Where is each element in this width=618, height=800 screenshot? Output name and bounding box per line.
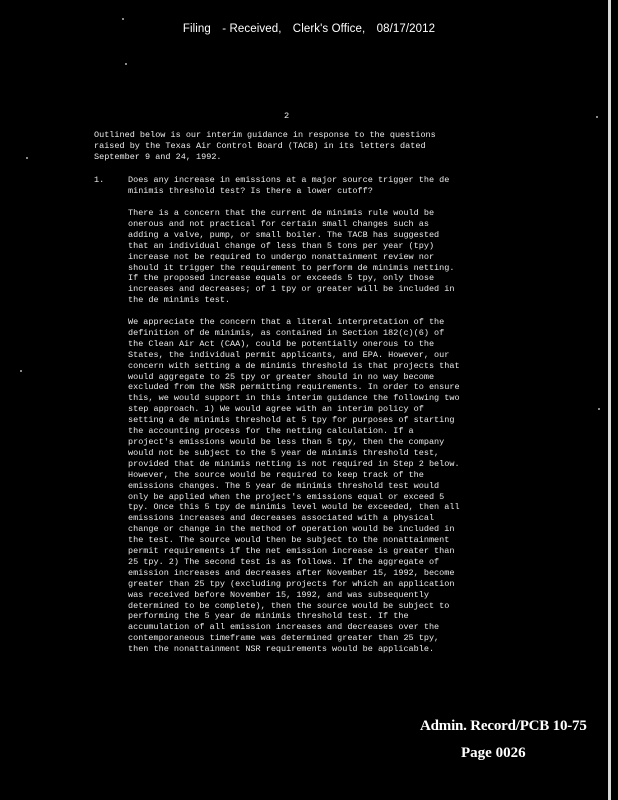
scan-speck — [125, 63, 127, 65]
question-text: Does any increase in emissions at a major source trigger the de minimis threshold test? Is there a lower cutoff? — [128, 175, 450, 196]
header-received: - Received, — [222, 23, 282, 35]
scan-speck — [596, 116, 598, 118]
header-date: 08/17/2012 — [376, 23, 436, 35]
page-number: 2 — [284, 111, 290, 121]
question-number: 1. — [94, 175, 105, 185]
body-paragraph-2: We appreciate the concern that a literal interpretation of the definition of de minimis, as contained in Section 182(c)(6) of the Clean Air Act (CAA), could be potentially onerous to the States, the individual permit applicants, and EPA. However, our concern with setting a de minimis threshold is that projects that would aggregate to 25 tpy or greater should in no way become excluded from the NSR permitting requirements. In order to ensure this, we would support in this interim guidance the following two step approach. 1) We would agree with an interim policy of setting a de minimis threshold at 5 tpy for purposes of starting the accounting process for the netting calculation. If a project's emissions would be less than 5 tpy, then the company would not be subject to the 5 year de minimis threshold test, provided that de minimis netting is not required in Step 2 below. However, the source would be required to keep track of the emissions changes. The 5 year de minimis threshold test would only be applied when the project's emissions equal or exceed 5 tpy. Once this 5 tpy de minimis level would be exceeded, then all emissions increases and decreases associated with a physical change or change in the method of operation would be included in the test. The source would then be subject to the nonattainment permit requirements if the net emission increase is greater than 25 tpy. 2) The second test is as follows. If the aggregate of emission increases and decreases after November 15, 1992, become greater than 25 tpy (excluding projects for which an application was received before November 15, 1992, and was subsequently determined to be complete), then the source would be subject to performing the 5 year de minimis threshold test. If the accumulation of all emission increases and decreases over the contemporaneous timeframe was determined greater than 25 tpy, then the nonattainment NSR requirements would be applicable. — [128, 317, 460, 655]
intro-paragraph: Outlined below is our interim guidance in response to the questions raised by the Texas Air Control Board (TACB) in its letters dated September 9 and 24, 1992. — [94, 130, 436, 162]
header-office: Clerk's Office, — [292, 23, 366, 35]
scan-speck — [122, 18, 124, 20]
admin-record-stamp: Admin. Record/PCB 10-75 — [420, 718, 587, 734]
header-filing: Filing — [182, 23, 211, 35]
page-stamp: Page 0026 — [461, 745, 526, 761]
page-edge — [608, 0, 611, 800]
filing-header — [0, 23, 618, 35]
body-paragraph-1: There is a concern that the current de minimis rule would be onerous and not practical for certain small changes such as adding a valve, pump, or small boiler. The TACB has suggested that an individual change of less than 5 tons per year (tpy) increase not be required to undergo nonattainment review nor should it trigger the requirement to perform de minimis netting. If the proposed increase equals or exceeds 5 tpy, only those increases and decreases; of 1 tpy or greater will be included in the de minimis test. — [128, 208, 455, 306]
scan-speck — [20, 370, 22, 372]
scan-speck — [598, 408, 600, 410]
scan-speck — [26, 157, 28, 159]
